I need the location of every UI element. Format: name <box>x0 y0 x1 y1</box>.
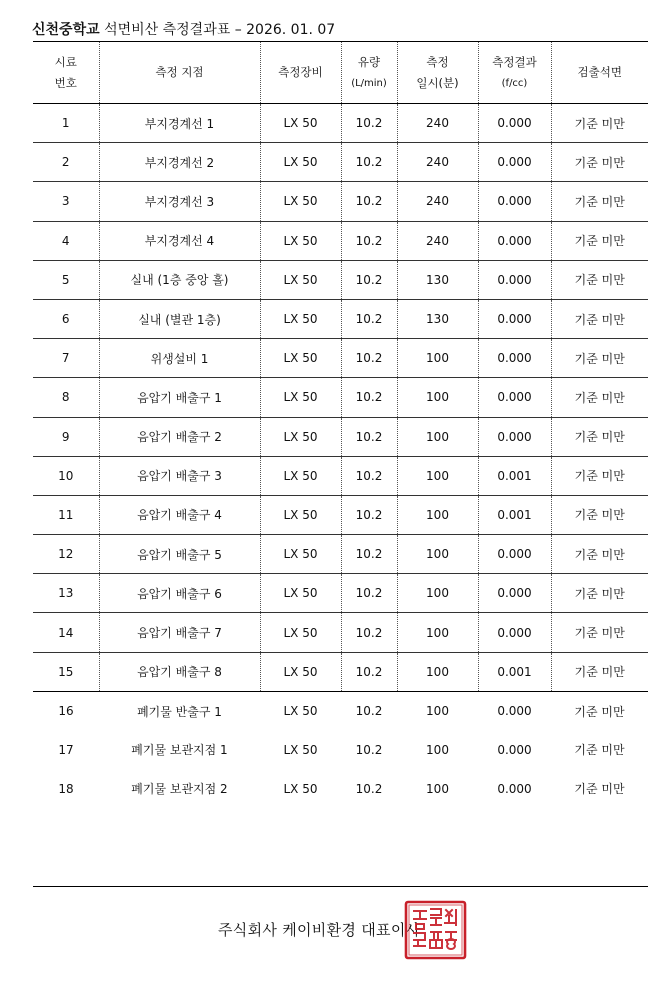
cell-result: 0.000 <box>478 143 551 182</box>
cell-device: LX 50 <box>260 378 341 417</box>
cell-sample-no: 8 <box>33 378 99 417</box>
cell-time: 100 <box>397 535 478 574</box>
cell-asbestos: 기준 미만 <box>551 143 648 182</box>
cell-result: 0.000 <box>478 339 551 378</box>
cell-device: LX 50 <box>260 417 341 456</box>
cell-device: LX 50 <box>260 613 341 652</box>
cell-time: 100 <box>397 417 478 456</box>
cell-sample-no: 12 <box>33 535 99 574</box>
table-row <box>33 652 648 691</box>
cell-asbestos: 기준 미만 <box>551 613 648 652</box>
cell-sample-no: 16 <box>58 704 74 719</box>
cell-time: 100 <box>397 456 478 495</box>
cell-flow: 10.2 <box>355 781 383 796</box>
cell-time: 100 <box>397 495 478 534</box>
cell-asbestos: 기준 미만 <box>574 743 625 758</box>
cell-flow: 10.2 <box>341 221 397 260</box>
cell-location: 실내 (별관 1층) <box>99 299 260 338</box>
cell-sample-no: 15 <box>33 652 99 691</box>
cell-asbestos: 기준 미만 <box>551 495 648 534</box>
cell-result: 0.000 <box>497 742 532 757</box>
table-row <box>33 299 648 338</box>
cell-asbestos: 기준 미만 <box>551 574 648 613</box>
cell-location: 음압기 배출구 8 <box>99 652 260 691</box>
cell-result: 0.001 <box>478 652 551 691</box>
cell-sample-no: 6 <box>33 299 99 338</box>
cell-result: 0.000 <box>478 417 551 456</box>
cell-location: 음압기 배출구 5 <box>99 535 260 574</box>
cell-result: 0.000 <box>478 104 551 143</box>
company-seal-stamp <box>404 900 467 960</box>
col-header-flow: 유량 (L/min) <box>341 42 397 104</box>
table-row <box>33 378 648 417</box>
col-header-device: 측정장비 <box>260 42 341 104</box>
cell-sample-no: 2 <box>33 143 99 182</box>
cell-location: 폐기물 보관지점 1 <box>131 743 228 758</box>
cell-flow: 10.2 <box>341 613 397 652</box>
cell-flow: 10.2 <box>341 456 397 495</box>
cell-result: 0.000 <box>478 221 551 260</box>
table-row <box>33 535 648 574</box>
cell-sample-no: 7 <box>33 339 99 378</box>
cell-device: LX 50 <box>260 495 341 534</box>
cell-flow: 10.2 <box>341 378 397 417</box>
cell-asbestos: 기준 미만 <box>551 260 648 299</box>
cell-sample-no: 18 <box>58 781 74 796</box>
cell-device: LX 50 <box>260 104 341 143</box>
cell-asbestos: 기준 미만 <box>551 417 648 456</box>
cell-location: 폐기물 보관지점 2 <box>131 782 228 797</box>
cell-sample-no: 3 <box>33 182 99 221</box>
cell-device: LX 50 <box>260 339 341 378</box>
cell-sample-no: 13 <box>33 574 99 613</box>
cell-asbestos: 기준 미만 <box>551 299 648 338</box>
cell-result: 0.000 <box>497 781 532 796</box>
cell-result: 0.000 <box>478 260 551 299</box>
cell-time: 100 <box>426 781 449 796</box>
cell-asbestos: 기준 미만 <box>551 104 648 143</box>
table-row <box>33 691 648 730</box>
cell-time: 100 <box>397 613 478 652</box>
cell-flow: 10.2 <box>341 535 397 574</box>
cell-device: LX 50 <box>260 182 341 221</box>
table-row <box>33 495 648 534</box>
table-header-row <box>33 42 648 104</box>
cell-location: 음압기 배출구 7 <box>99 613 260 652</box>
table-row <box>33 456 648 495</box>
cell-flow: 10.2 <box>341 652 397 691</box>
cell-location: 음압기 배출구 4 <box>99 495 260 534</box>
table-row <box>33 182 648 221</box>
cell-location: 부지경계선 3 <box>99 182 260 221</box>
cell-flow: 10.2 <box>341 299 397 338</box>
document-title <box>32 19 335 39</box>
cell-time: 240 <box>397 221 478 260</box>
cell-result: 0.000 <box>478 535 551 574</box>
table-row <box>33 339 648 378</box>
footer-signature: 주식회사 케이비환경 대표이사 <box>218 921 421 939</box>
cell-result: 0.000 <box>478 378 551 417</box>
cell-flow: 10.2 <box>341 104 397 143</box>
cell-location: 음압기 배출구 1 <box>99 378 260 417</box>
cell-flow: 10.2 <box>341 182 397 221</box>
cell-location: 음압기 배출구 6 <box>99 574 260 613</box>
cell-result: 0.000 <box>478 182 551 221</box>
cell-location: 실내 (1층 중앙 홀) <box>99 260 260 299</box>
cell-flow: 10.2 <box>341 417 397 456</box>
cell-time: 130 <box>397 260 478 299</box>
cell-time: 100 <box>397 652 478 691</box>
cell-time: 100 <box>397 339 478 378</box>
cell-device: LX 50 <box>283 781 318 796</box>
cell-time: 240 <box>397 104 478 143</box>
cell-flow: 10.2 <box>355 704 383 719</box>
cell-device: LX 50 <box>283 704 318 719</box>
cell-result: 0.001 <box>478 456 551 495</box>
cell-asbestos: 기준 미만 <box>551 456 648 495</box>
table-row <box>33 613 648 652</box>
title-text: 석면비산 측정결과표 – 2026. 01. 07 <box>104 22 336 38</box>
cell-asbestos: 기준 미만 <box>551 535 648 574</box>
cell-sample-no: 11 <box>33 495 99 534</box>
cell-flow: 10.2 <box>341 260 397 299</box>
cell-result: 0.000 <box>478 574 551 613</box>
cell-device: LX 50 <box>260 143 341 182</box>
cell-flow: 10.2 <box>341 574 397 613</box>
cell-time: 130 <box>397 299 478 338</box>
cell-asbestos: 기준 미만 <box>551 378 648 417</box>
table-row <box>33 731 648 770</box>
cell-device: LX 50 <box>260 652 341 691</box>
table-row <box>33 574 648 613</box>
cell-time: 240 <box>397 143 478 182</box>
cell-result: 0.000 <box>478 299 551 338</box>
cell-result: 0.001 <box>478 495 551 534</box>
cell-time: 100 <box>426 742 449 757</box>
cell-sample-no: 14 <box>33 613 99 652</box>
cell-asbestos: 기준 미만 <box>574 704 625 719</box>
cell-sample-no: 10 <box>33 456 99 495</box>
cell-sample-no: 9 <box>33 417 99 456</box>
cell-location: 음압기 배출구 3 <box>99 456 260 495</box>
cell-device: LX 50 <box>260 299 341 338</box>
cell-flow: 10.2 <box>341 143 397 182</box>
table-row <box>33 143 648 182</box>
col-header-sample-no: 시료 번호 <box>33 42 99 104</box>
cell-location: 위생설비 1 <box>99 339 260 378</box>
school-name: 신천중학교 <box>32 22 100 38</box>
cell-time: 240 <box>397 182 478 221</box>
cell-device: LX 50 <box>260 260 341 299</box>
cell-location: 부지경계선 1 <box>99 104 260 143</box>
cell-flow: 10.2 <box>341 495 397 534</box>
bottom-divider <box>33 886 648 887</box>
cell-flow: 10.2 <box>355 742 383 757</box>
cell-sample-no: 17 <box>58 742 74 757</box>
cell-time: 100 <box>426 704 449 719</box>
cell-result: 0.000 <box>497 704 532 719</box>
cell-location: 부지경계선 4 <box>99 221 260 260</box>
cell-device: LX 50 <box>260 221 341 260</box>
col-header-time: 측정 일시(분) <box>397 42 478 104</box>
cell-asbestos: 기준 미만 <box>574 782 625 797</box>
cell-asbestos: 기준 미만 <box>551 221 648 260</box>
table-row <box>33 221 648 260</box>
cell-time: 100 <box>397 574 478 613</box>
table-row <box>33 104 648 143</box>
cell-location: 폐기물 반출구 1 <box>137 704 222 719</box>
cell-sample-no: 5 <box>33 260 99 299</box>
cell-sample-no: 1 <box>33 104 99 143</box>
cell-location: 음압기 배출구 2 <box>99 417 260 456</box>
results-table <box>33 41 648 808</box>
cell-device: LX 50 <box>260 574 341 613</box>
cell-sample-no: 4 <box>33 221 99 260</box>
cell-location: 부지경계선 2 <box>99 143 260 182</box>
cell-asbestos: 기준 미만 <box>551 652 648 691</box>
col-header-asbestos: 검출석면 <box>551 42 648 104</box>
cell-device: LX 50 <box>260 535 341 574</box>
cell-flow: 10.2 <box>341 339 397 378</box>
cell-asbestos: 기준 미만 <box>551 182 648 221</box>
table-row <box>33 417 648 456</box>
cell-result: 0.000 <box>478 613 551 652</box>
cell-time: 100 <box>397 378 478 417</box>
table-row <box>33 260 648 299</box>
col-header-result: 측정결과 (f/cc) <box>478 42 551 104</box>
col-header-location: 측정 지점 <box>99 42 260 104</box>
cell-device: LX 50 <box>283 742 318 757</box>
cell-device: LX 50 <box>260 456 341 495</box>
table-row <box>33 769 648 808</box>
cell-asbestos: 기준 미만 <box>551 339 648 378</box>
